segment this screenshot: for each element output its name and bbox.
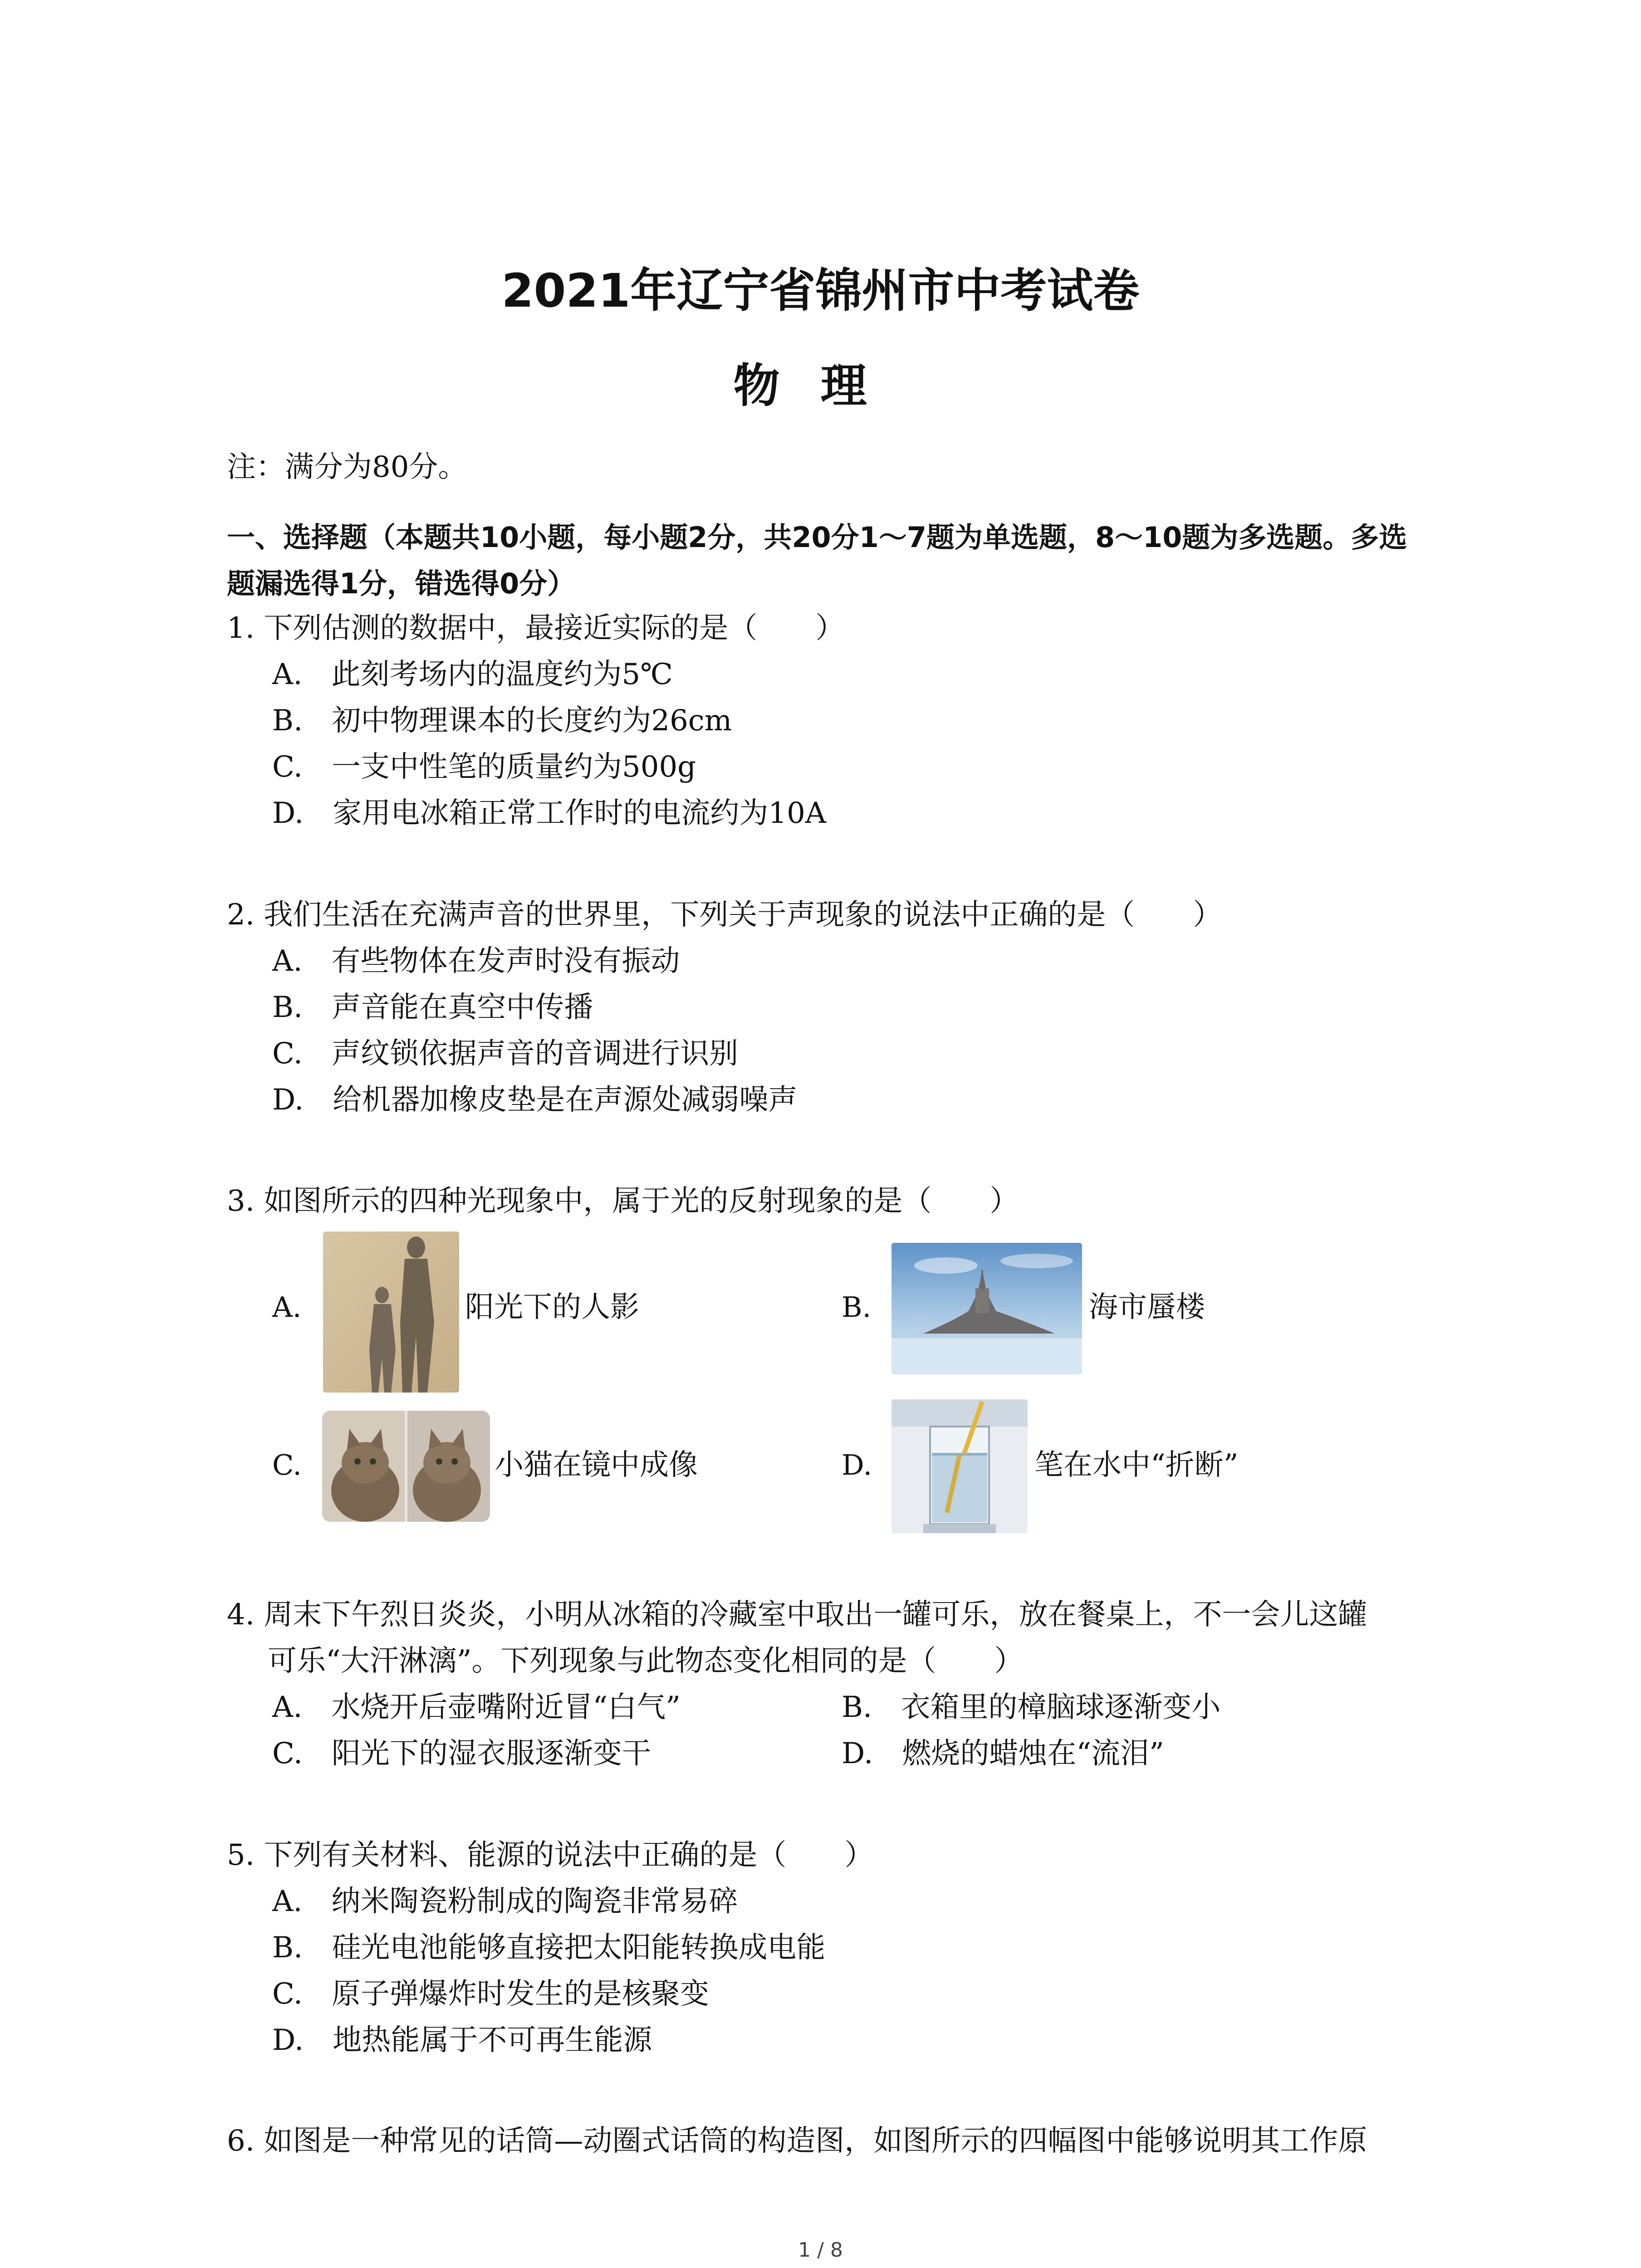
q4-stem-line2: 可乐“大汗淋漓”。下列现象与此物态变化相同的是（ ）	[268, 1644, 1024, 1678]
section-heading-line1: 一、选择题（本题共10小题，每小题2分，共20分1～7题为单选题，8～10题为多选题。多选	[227, 521, 1407, 554]
exam-title: 2021年辽宁省锦州市中考试卷	[501, 264, 1140, 318]
q2-option-d: D. 给机器加橡皮垫是在声源处减弱噪声	[272, 1083, 798, 1117]
q1-option-c: C. 一支中性笔的质量约为500g	[272, 750, 696, 784]
section-heading-line2: 题漏选得1分，错选得0分）	[227, 567, 576, 600]
q4-option-a: A. 水烧开后壶嘴附近冒“白气”	[272, 1691, 681, 1724]
score-note: 注：满分为80分。	[227, 450, 467, 484]
q5-option-a: A. 纳米陶瓷粉制成的陶瓷非常易碎	[272, 1885, 738, 1918]
q6-stem: 6. 如图是一种常见的话筒—动圈式话筒的构造图，如图所示的四幅图中能够说明其工作原	[227, 2124, 1367, 2158]
q3-option-a-letter: A.	[272, 1290, 302, 1324]
q3-option-a-text: 阳光下的人影	[465, 1290, 639, 1324]
pencil-in-water-photo	[892, 1399, 1028, 1533]
q4-option-c: C. 阳光下的湿衣服逐渐变干	[272, 1737, 652, 1770]
cat-mirror-photo	[322, 1411, 490, 1522]
q3-option-d-text: 笔在水中“折断”	[1034, 1448, 1239, 1482]
q5-option-b: B. 硅光电池能够直接把太阳能转换成电能	[272, 1931, 826, 1965]
page-number: 1 / 8	[798, 2239, 843, 2262]
q5-option-c: C. 原子弹爆炸时发生的是核聚变	[272, 1977, 710, 2011]
shadow-photo	[323, 1232, 459, 1393]
q2-stem: 2. 我们生活在充满声音的世界里，下列关于声现象的说法中正确的是（ ）	[227, 898, 1222, 932]
q3-option-c-text: 小猫在镜中成像	[495, 1448, 698, 1482]
subject-title: 物理	[733, 359, 908, 413]
q3-stem: 3. 如图所示的四种光现象中，属于光的反射现象的是（ ）	[227, 1184, 1019, 1218]
q4-option-d: D. 燃烧的蜡烛在“流泪”	[842, 1737, 1164, 1770]
q4-option-b: B. 衣箱里的樟脑球逐渐变小	[842, 1691, 1221, 1724]
q1-option-b: B. 初中物理课本的长度约为26cm	[272, 704, 732, 738]
q1-stem: 1. 下列估测的数据中，最接近实际的是（ ）	[227, 611, 845, 645]
q3-option-c-letter: C.	[272, 1448, 302, 1481]
q2-option-c: C. 声纹锁依据声音的音调进行识别	[272, 1037, 739, 1070]
q5-option-d: D. 地热能属于不可再生能源	[272, 2024, 652, 2057]
q4-stem-line1: 4. 周末下午烈日炎炎，小明从冰箱的冷藏室中取出一罐可乐，放在餐桌上，不一会儿这罐	[227, 1598, 1367, 1632]
q1-option-a: A. 此刻考场内的温度约为5℃	[272, 658, 673, 691]
q1-option-d: D. 家用电冰箱正常工作时的电流约为10A	[272, 797, 827, 830]
q2-option-b: B. 声音能在真空中传播	[272, 991, 593, 1024]
q2-option-a: A. 有些物体在发声时没有振动	[272, 944, 680, 978]
q3-option-b-letter: B.	[842, 1290, 872, 1324]
mirage-photo	[892, 1243, 1082, 1374]
q5-stem: 5. 下列有关材料、能源的说法中正确的是（ ）	[227, 1838, 874, 1872]
q3-option-d-letter: D.	[842, 1448, 872, 1481]
q3-option-b-text: 海市蜃楼	[1089, 1290, 1205, 1324]
